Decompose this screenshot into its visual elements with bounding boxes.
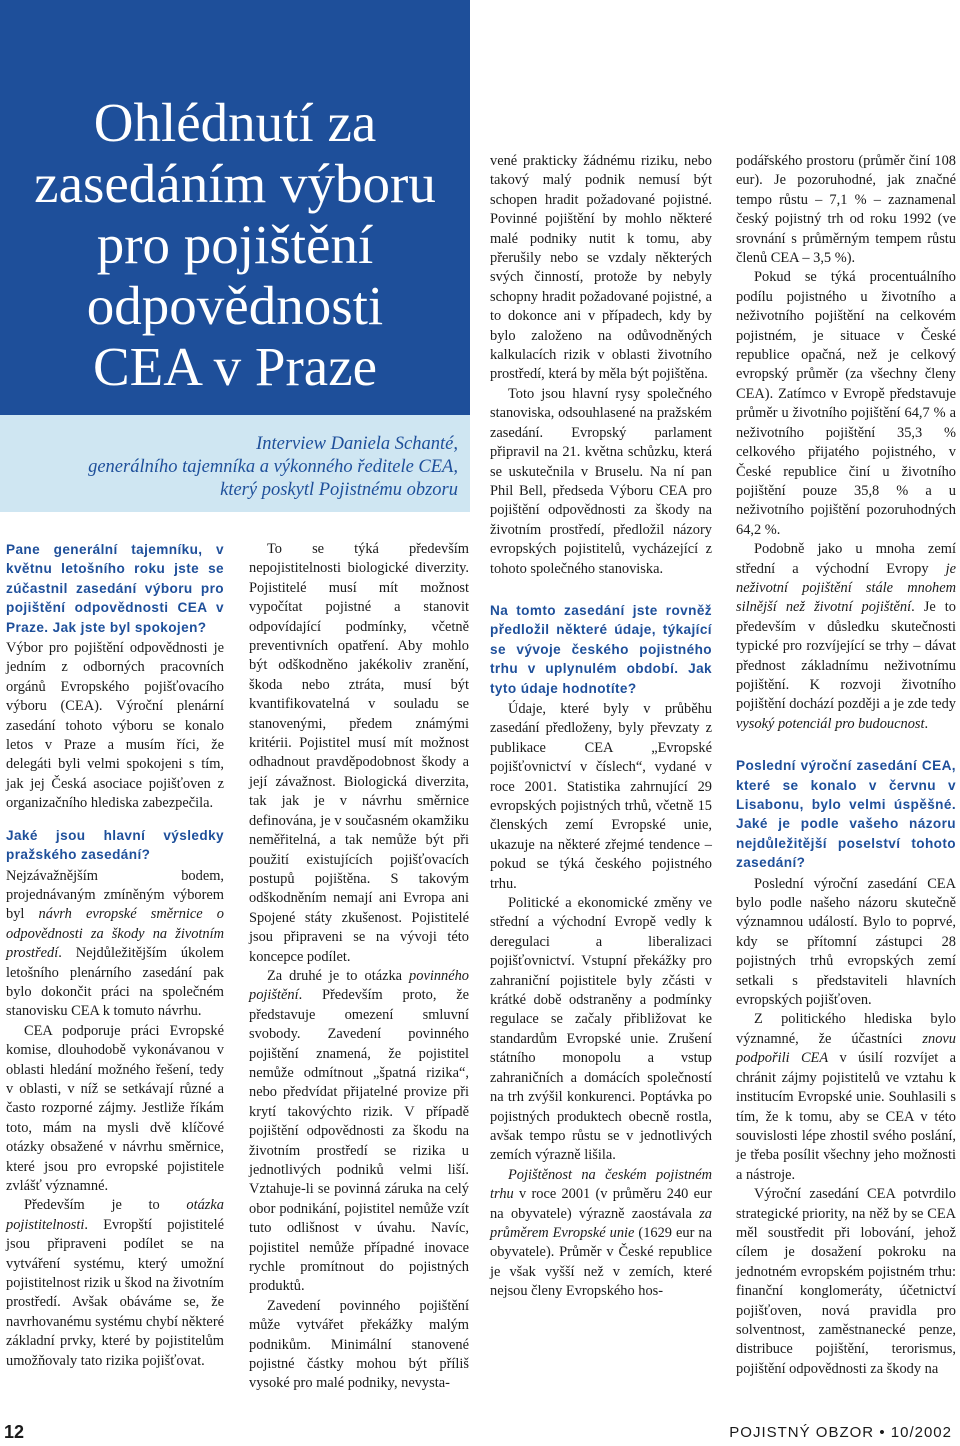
magazine-footer (729, 1424, 952, 1441)
question: Pane generální tajemníku, v květnu letošního roku jste se zúčastnil zasedání výboru pro pojištění odpovědnosti CEA v Praze. Jak jste byl spokojen? (6, 542, 224, 635)
emphasis: je neživotní pojištění stále mnohem silnější než životní pojištění (736, 560, 956, 616)
emphasis: znovu podpořili CEA (736, 1030, 956, 1067)
paragraph (490, 1166, 712, 1302)
paragraph: To se týká především nepojistitelnosti biologické diverzity. Pojistitelé musí mít možnost vypočítat pojistné a stanovit odpovídající podmínky, včetně preventivních opatření. Aby mohlo být odškodněno jakékoliv zranění, škoda nebo ztráta, musí být kvantifikovatelná v souladu se stanovenými, předem známými kritérii. Pojistitel musí mít možnost odhadnout pravděpodobnost škody a její závažnost. Biologická diverzita, tak jak je v návrhu směrnice definována, je v současném okamžiku neměřitelná, a tak nemůže být při použití existujících pojišťovacích postupů pojištěna. S takovým odškodněním nemají ani Evropa ani Spojené státy zkušenost. Pojistitelé jsou připraveni se na vývoji této koncepce podílet. (249, 541, 469, 965)
paragraph: vené prakticky žádnému riziku, nebo takový malý podnik nemusí být schopen hradit požadované pojistné. Povinné pojištění by mohlo některé malé podniky nutit k tomu, aby přerušily nebo se vzdaly některých svých činností, protože by nebyly schopny hradit požadované pojistné, a to dokonce ani v případech, kdy by bylo založeno na odůvodněných kalkulacích rizik v oblasti životního prostředí, která by měla být pojištěna. (490, 153, 712, 383)
text: . Evropští pojistitelé jsou připraveni podílet se na vytváření systému, který umožní pojistitelnost rizik u škod na životním prostředí. Avšak obáváme se, že navrhovanému systému chybí některé základní prvky, které by pojistitelům umožňovaly tato rizika pojišťovat. (6, 1216, 224, 1369)
paragraph: Výroční zasedání CEA potvrdilo strategické priority, na něž by se CEA měl soustředit při lobování, jehož cílem je dosažení pokroku na jednotném evropském pojistném trhu: finanční konglomeráty, účetnictví pojišťoven, nová pravidla pro solventnost, zaměstnanecké penze, distribuce pojištění, terorismus, pojištění odpovědnosti za škody na (736, 1186, 956, 1377)
paragraph: Pokud se týká procentuálního podílu pojistného u životního a neživotního pojištění na celkovém pojistném, je situace v České republice opačná, než je celkový evropský průměr (za všechny členy CEA). Zatímco v Evropě představuje průměr u životního pojištění 64,7 % a neživotního pojištění 35,3 % celkového přijatého pojistného, v České republice činí u životního pojištění pouze 35,8 % a u neživotního pojištění pozoruhodných 64,2 %. (736, 269, 956, 538)
title-line: zasedáním výboru (34, 153, 436, 214)
title-line: CEA v Praze (92, 336, 378, 397)
article-title (0, 92, 470, 397)
emphasis: vysoký potenciál pro budoucnost (736, 715, 925, 732)
subtitle-line: Interview Daniela Schanté, (256, 434, 458, 454)
subtitle-line: který poskytl Pojistnému obzoru (220, 480, 458, 500)
text: v úsilí rozvíjet a chránit zájmy pojistitelů ve vztahu k institucím Evropské unie. Souhlasili s tím, že k tomu, aby se CEA v této souvislosti lépe zhostil svého poslání, je třeba posílit všechny jeho možnosti a nástroje. (736, 1050, 956, 1183)
text: . Především proto, že představuje omezení smluvní svobody. Zavedení povinného pojištění znamená, že pojistitel nemůže odmítnout „špatná rizika“, nebo předvídat přijatelné provize při krytí takovýchto rizik. V případě pojištění odpovědnosti za škodu na životním prostředí se rizika u jednotlivých podniků velmi liší. Vztahuje-li se povinná záruka na celý obor podnikání, pojistitel nemůže vzít tuto odlišnost v úvahu. Navíc, pojistitel nemůže případné inovace rychle promítnout do pojistných produktů. (249, 987, 469, 1295)
subtitle-block (0, 415, 470, 512)
column-3 (490, 152, 712, 1302)
column-4 (736, 152, 956, 1379)
paragraph: Poslední výroční zasedání CEA bylo podle našeho názoru skutečně významnou událostí. Bylo to poprvé, kdy se přítomní zástupci 28 pojistných trhů evropských zemí setkali s představiteli hlavních evropských pojišťoven. (736, 875, 956, 1009)
text: Především je to (24, 1197, 187, 1214)
text: Z politického hlediska bylo významné, že účastníci (736, 1011, 956, 1047)
title-line: odpovědnosti (86, 275, 384, 336)
article-subtitle (18, 433, 458, 502)
title-line: Ohlédnutí za (93, 92, 377, 153)
paragraph (736, 540, 956, 734)
subtitle-line: generálního tajemníka a výkonného ředitele CEA, (88, 457, 458, 477)
emphasis: za průměrem Evropské unie (490, 1205, 712, 1241)
title-line: pro pojištění (96, 214, 374, 275)
column-1 (6, 540, 224, 1371)
emphasis: otázka pojistitelnosti (6, 1197, 224, 1233)
text: . Je to především v důsledku skutečnosti typické pro rozvíjející se trhy – dávat přednost základnímu neživotnímu pojištění. K rozvoji životního pojištění dochází později a je zde tedy (736, 599, 956, 713)
text: Za druhé je to otázka (267, 967, 410, 984)
magazine-name: POJISTNÝ OBZOR (729, 1424, 875, 1441)
emphasis: Pojištěnost na českém pojistném trhu (490, 1166, 712, 1203)
column-2 (249, 540, 469, 1394)
paragraph (6, 867, 224, 1022)
paragraph: CEA podporuje práci Evropské komise, dlouhodobě vykonávanou v oblasti hledání možného řešení, tedy v oblasti, v níž se setkávají různé a často rozporné zájmy. Jestliže říkám toto, mám na mysli dvě klíčové otázky obsažené v návrhu směrnice, které jsou pro evropské pojistitele zvlášť významné. (6, 1022, 224, 1194)
paragraph: Výbor pro pojištění odpovědnosti je jedním z odborných pracovních orgánů Evropského pojišťovacího výboru (CEA). Výroční plenární zasedání tohoto výboru se konalo letos v Praze a musím říci, že delegáti byli velmi spokojeni s tím, jak jej Česká asociace pojišťoven z organizačního hlediska zabezpečila. (6, 640, 224, 812)
paragraph: Údaje, které byly v průběhu zasedání předloženy, byly převzaty z publikace CEA „Evropské pojišťovnictví v číslech“, vydané v roce 2001. Statistika zahrnující 29 evropských pojistných trhů, včetně 15 členských zemí Evropské unie, ukazuje na některé zřejmé tendence – pokud se týká českého pojistného trhu. (490, 700, 712, 892)
page-number: 12 (4, 1422, 25, 1442)
emphasis: povinného pojištění (249, 967, 469, 1004)
title-block (0, 0, 470, 415)
question: Poslední výroční zasedání CEA, které se konalo v červnu v Lisabonu, bylo velmi úspěšné. Jaké je podle vašeho názoru nejdůležitější poselství tohoto zasedání? (736, 758, 956, 871)
text: . (924, 715, 929, 732)
paragraph (736, 1010, 956, 1185)
emphasis: návrh evropské směrnice o odpovědnosti za škody na životním prostředí (6, 906, 224, 962)
question: Jaké jsou hlavní výsledky pražského zasedání? (6, 827, 224, 863)
paragraph (6, 1196, 224, 1371)
paragraph: podářského prostoru (průměr činí 108 eur). Je pozoruhodné, jak značné tempo růstu – 7,1 % – zaznamenal český pojistný trh od roku 1992 (ve srovnání s průměrným tempem růstu členů CEA – 3,5 %). (736, 153, 956, 267)
text: (1629 eur na obyvatele). Průměr v České republice je však vyšší než v zemích, které nejsou členy Evropského hos- (490, 1224, 712, 1300)
paragraph: Toto jsou hlavní rysy společného stanoviska, odsouhlasené na pražském zasedání. Evropský parlament připravil na 21. května schůzku, která se uskutečnila v Bruselu. Na ní pan Phil Bell, předseda Výboru CEA pro pojištění odpovědnosti za škody na životním prostředí, předložil názory evropských pojistitelů, vycházející z tohoto společného stanoviska. (490, 385, 712, 577)
text: . Nejdůležitějším úkolem letošního plenárního zasedání pak bylo dokončit práci na společném stanovisku CEA k tomuto návrhu. (6, 945, 224, 1020)
text: v roce 2001 (v průměru 240 eur na obyvatele) výrazně zaostávala (490, 1186, 712, 1222)
issue-number: 10/2002 (890, 1424, 952, 1441)
question: Na tomto zasedání jste rovněž předložil některé údaje, týkající se vývoje českého pojistného trhu v uplynulém období. Jak tyto údaje hodnotíte? (490, 602, 712, 696)
text: Podobně jako u mnoha zemí střední a východní Evropy (736, 541, 956, 577)
paragraph: Zavedení povinného pojištění může vytvářet překážky malým podnikům. Minimální stanovené pojistné částky mohou být příliš vysoké pro malé podniky, nevysta- (249, 1297, 469, 1392)
paragraph: Politické a ekonomické změny ve střední a východní Evropě vedly k deregulaci a liberalizaci pojišťovnictví. Vstupní překážky pro zahraniční pojistitele byly zčásti v krátké době odstraněny a podmínky regulace se začaly přibližovat ke standardům Evropské unie. Zrušení státního monopolu a vstup zahraničních a domácích společností na trh zvýšil konkurenci. Poptávka po pojistných produktech obecně rostla, avšak tempo růstu se v jednotlivých zemích výrazně lišila. (490, 895, 712, 1164)
bullet-separator: • (879, 1424, 886, 1441)
text: Nejzávažnějším bodem, projednávaným zmíněným výborem byl (6, 867, 224, 923)
paragraph (249, 967, 469, 1297)
